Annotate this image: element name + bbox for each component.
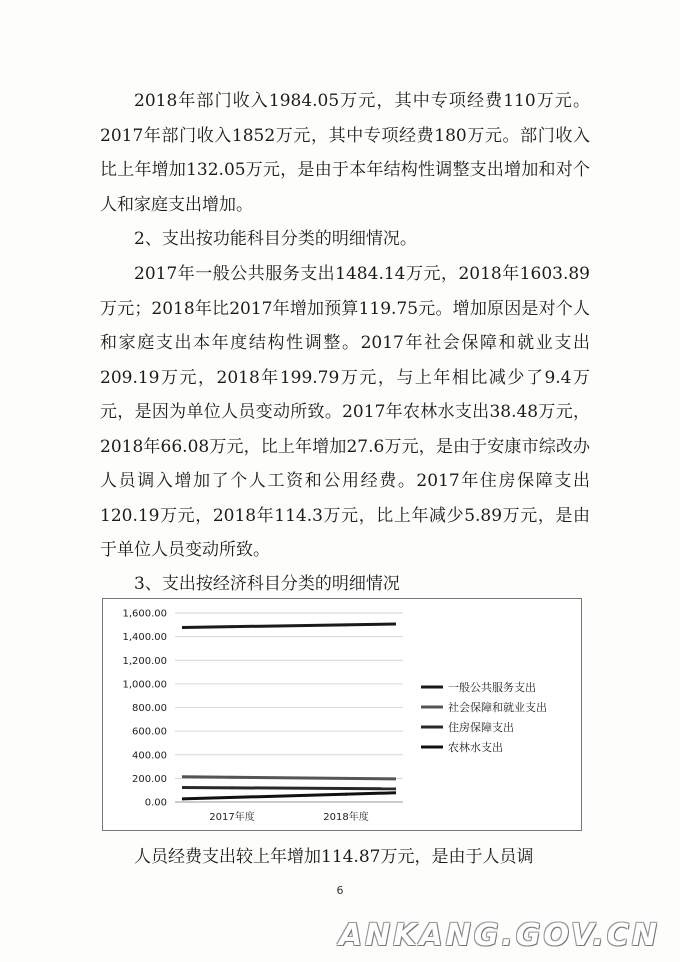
x-tick-label: 2018年度 [323, 812, 369, 823]
chart-canvas [103, 599, 581, 830]
paragraph-income: 2018年部门收入1984.05万元，其中专项经费110万元。2017年部门收入1852万元，其中专项经费180万元。部门收入比上年增加132.05万元，是由于本年结构性调整支出增加和对个人和家庭支出增加。 [100, 91, 590, 215]
site-watermark: ANKANG.GOV.CN [338, 918, 660, 953]
series-line [182, 624, 396, 628]
series-point [231, 796, 234, 799]
series-line [182, 777, 396, 779]
y-tick-label: 600.00 [132, 726, 167, 738]
y-tick-label: 1,400.00 [122, 632, 167, 644]
chart-series [182, 623, 396, 799]
y-tick-label: 400.00 [132, 750, 167, 762]
chart-gridlines [175, 613, 403, 802]
series-point [231, 625, 234, 628]
page-number: 6 [336, 884, 344, 897]
y-tick-label: 1,600.00 [122, 608, 167, 620]
y-tick-label: 1,200.00 [122, 655, 167, 667]
paragraph-personnel-expenditure: 人员经费支出较上年增加114.87万元，是由于人员调 [134, 847, 534, 867]
chart-legend [421, 680, 547, 754]
y-tick-label: 800.00 [132, 703, 167, 714]
legend-label: 农林水支出 [448, 741, 503, 754]
legend-label: 住房保障支出 [448, 721, 514, 734]
legend-label: 一般公共服务支出 [448, 681, 536, 694]
x-tick-label: 2017年度 [209, 812, 255, 823]
series-point [345, 777, 348, 780]
paragraph-functional-expenditure: 2017年一般公共服务支出1484.14万元，2018年1603.89万元；2018年比2017年增加预算119.75元。增加原因是对个人和家庭支出本年度结构性调整。2017年社会保障和就业支出209.19万元，2018年199.79万元，与上年相比减少了9.4万元，是因为单位人员变动所致。2017年农林水支出38.48万元，2018年66.08万元，比上年增加27.6万元，是由于安康市综改办人员调入增加了个人工资和公用经费。2017年住房保障支出120.19万元，2018年114.3万元，比上年减少5.89万元，是由于单位人员变动所致。 [100, 264, 590, 560]
series-point [345, 787, 348, 790]
series-point [231, 776, 234, 779]
series-line [182, 793, 396, 799]
series-point [345, 623, 348, 626]
series-line [182, 787, 396, 788]
y-tick-label: 1,000.00 [122, 679, 167, 691]
heading-economic-classification: 3、支出按经济科目分类的明细情况 [134, 574, 400, 594]
series-point [345, 793, 348, 796]
series-point [231, 786, 234, 789]
y-tick-label: 200.00 [132, 773, 167, 785]
x-axis-ticks [209, 810, 368, 823]
y-axis-ticks [122, 609, 167, 809]
y-tick-label: 0.00 [144, 797, 167, 809]
heading-functional-classification: 2、支出按功能科目分类的明细情况。 [134, 229, 417, 249]
expenditure-chart [102, 598, 582, 831]
legend-label: 社会保障和就业支出 [448, 701, 547, 714]
